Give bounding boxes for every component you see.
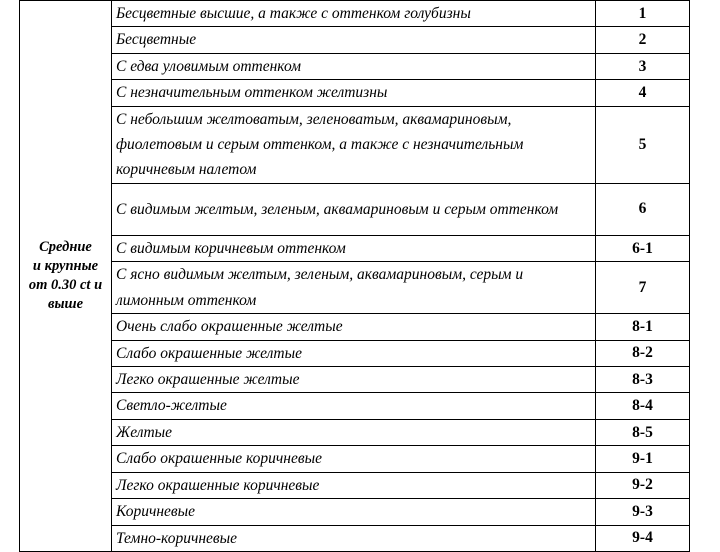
table-row <box>20 393 690 419</box>
description-cell: Легко окрашенные коричневые <box>112 472 596 498</box>
description-cell: Бесцветные <box>112 27 596 53</box>
description-cell: Очень слабо окрашенные желтые <box>112 314 596 340</box>
grade-code-cell: 8-1 <box>596 314 690 340</box>
description-cell: Коричневые <box>112 499 596 525</box>
table-row <box>20 499 690 525</box>
grade-code-cell: 2 <box>596 27 690 53</box>
grade-code-cell: 9-1 <box>596 446 690 472</box>
table-row <box>20 27 690 53</box>
grade-code-cell: 1 <box>596 1 690 27</box>
description-cell: Темно-коричневые <box>112 525 596 551</box>
grade-code-cell: 8-5 <box>596 419 690 445</box>
table-row <box>20 1 690 27</box>
table-row <box>20 80 690 106</box>
grade-code-cell: 8-3 <box>596 367 690 393</box>
description-cell: Слабо окрашенные коричневые <box>112 446 596 472</box>
table-row <box>20 183 690 235</box>
table-row <box>20 446 690 472</box>
description-cell: Легко окрашенные желтые <box>112 367 596 393</box>
description-cell: Желтые <box>112 419 596 445</box>
table-row <box>20 106 690 183</box>
category-line: выше <box>47 295 84 312</box>
grade-code-cell: 6-1 <box>596 235 690 261</box>
grade-code-cell: 8-2 <box>596 340 690 366</box>
grade-code-cell: 6 <box>596 183 690 235</box>
table-row <box>20 53 690 79</box>
table-row <box>20 235 690 261</box>
category-line: от 0.30 ct и <box>28 276 103 293</box>
table-row <box>20 419 690 445</box>
table-row <box>20 314 690 340</box>
grade-code-cell: 9-4 <box>596 525 690 551</box>
description-cell: С едва уловимым оттенком <box>112 53 596 79</box>
description-cell: Слабо окрашенные желтые <box>112 340 596 366</box>
table-row <box>20 262 690 314</box>
table-row <box>20 367 690 393</box>
table-body <box>20 1 690 552</box>
description-cell: С небольшим желтоватым, зеленоватым, аквамариновым, фиолетовым и серым оттенком, а также с незначительным коричневым налетом <box>112 106 596 183</box>
grade-code-cell: 9-2 <box>596 472 690 498</box>
table-row <box>20 472 690 498</box>
description-cell: С видимым коричневым оттенком <box>112 235 596 261</box>
table-row <box>20 340 690 366</box>
grade-code-cell: 8-4 <box>596 393 690 419</box>
description-cell: Бесцветные высшие, а также с оттенком голубизны <box>112 1 596 27</box>
description-cell: Светло-желтые <box>112 393 596 419</box>
grade-code-cell: 5 <box>596 106 690 183</box>
grade-code-cell: 7 <box>596 262 690 314</box>
color-grade-table <box>19 0 690 552</box>
description-cell: С незначительным оттенком желтизны <box>112 80 596 106</box>
category-cell <box>20 1 112 552</box>
category-line: Средние <box>39 238 92 255</box>
description-cell: С ясно видимым желтым, зеленым, аквамариновым, серым и лимонным оттенком <box>112 262 596 314</box>
table-row <box>20 525 690 551</box>
category-line: и крупные <box>32 257 99 274</box>
grade-code-cell: 4 <box>596 80 690 106</box>
grade-code-cell: 9-3 <box>596 499 690 525</box>
description-cell: С видимым желтым, зеленым, аквамариновым и серым оттенком <box>112 183 596 235</box>
grade-code-cell: 3 <box>596 53 690 79</box>
